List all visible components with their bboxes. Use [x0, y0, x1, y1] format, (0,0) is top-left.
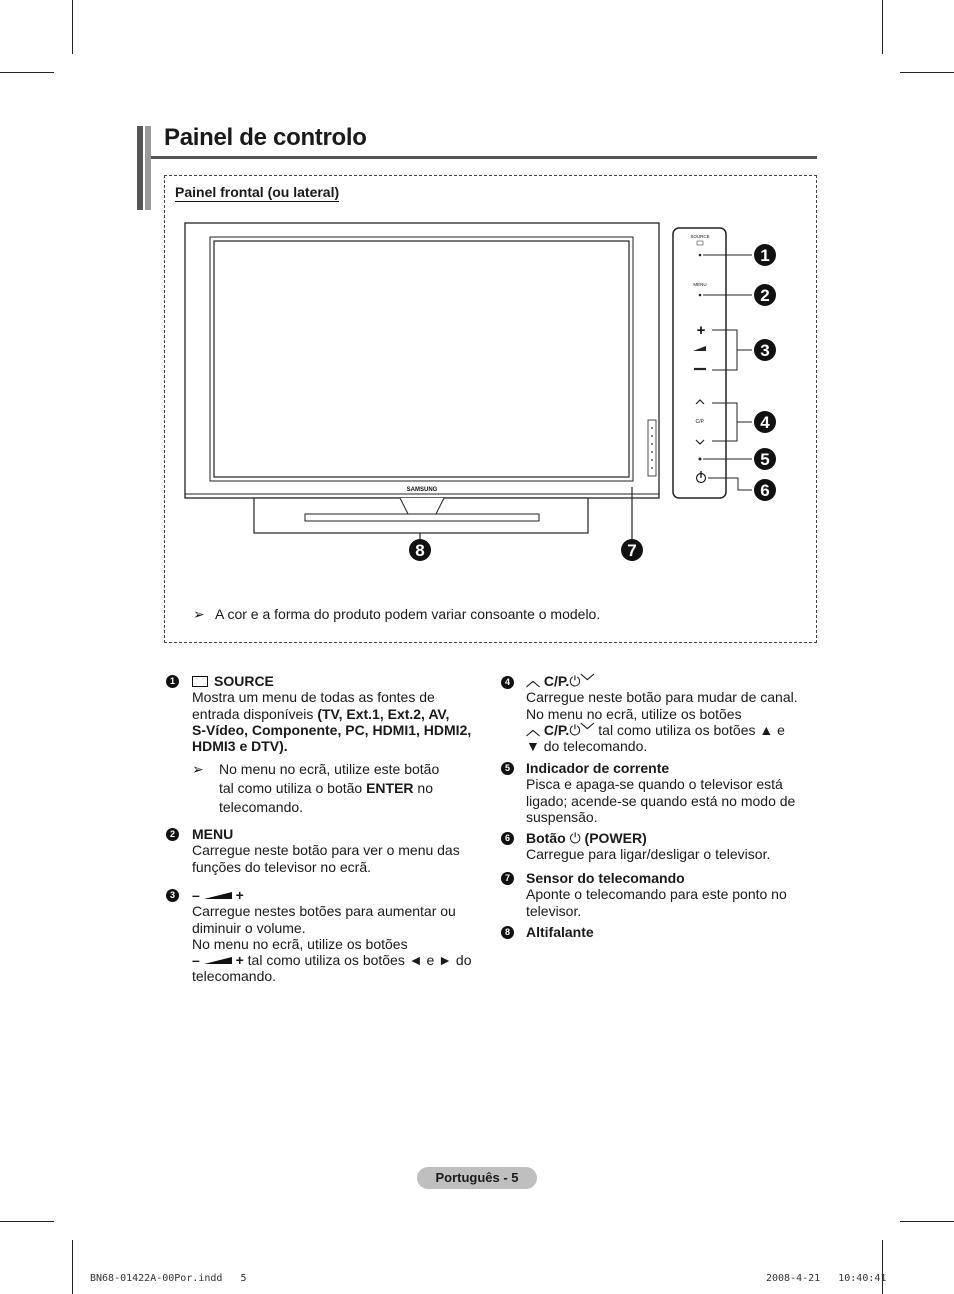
power-icon: ⏻: [569, 830, 581, 846]
figure-note: ➢ A cor e a forma do produto podem variar consoante o modelo.: [193, 606, 601, 622]
item-number: 2: [166, 828, 179, 841]
print-slug-left: BN68-01422A-00Por.indd 5: [90, 1273, 247, 1284]
item-number: 3: [166, 889, 179, 902]
svg-text:MENU: MENU: [693, 282, 707, 287]
item-menu: MENU Carregue neste botão para ver o menu das funções do televisor no ecrã.: [192, 826, 460, 875]
item-power-button: Botão ⏻ (POWER) Carregue para ligar/desligar o televisor.: [526, 830, 771, 863]
volume-icon: [204, 957, 232, 964]
chevron-up-icon: ︿: [526, 673, 540, 689]
svg-text:+: +: [696, 322, 706, 339]
svg-text:SOURCE: SOURCE: [690, 234, 710, 239]
page-title: Painel de controlo: [164, 124, 367, 151]
item-remote-sensor: Sensor do telecomando Aponte o telecomando para este ponto no televisor.: [526, 870, 787, 919]
svg-text:6: 6: [760, 481, 770, 500]
crop-mark: [0, 1221, 54, 1222]
svg-text:5: 5: [760, 450, 770, 469]
arrow-icon: ➢: [192, 761, 204, 777]
svg-text:1: 1: [760, 246, 770, 265]
item-number: 6: [501, 832, 514, 845]
item-speaker: Altifalante: [526, 924, 594, 940]
crop-mark: [882, 1240, 883, 1294]
crop-mark: [72, 1240, 73, 1294]
svg-text:3: 3: [760, 341, 770, 360]
print-slug-right: 2008-4-21 10:40:41: [766, 1273, 887, 1284]
chevron-down-icon: ﹀: [580, 673, 595, 689]
source-icon: [192, 676, 208, 687]
crop-mark: [900, 1221, 954, 1222]
item-number: 7: [501, 872, 514, 885]
svg-text:C/P.: C/P.: [695, 419, 705, 425]
source-note: ➢ No menu no ecrã, utilize este botão tal como utiliza o botão ENTER no telecomando.: [192, 761, 440, 815]
item-source: SOURCE Mostra um menu de todas as fontes de entrada disponíveis (TV, Ext.1, Ext.2, AV, S-Vídeo, Componente, PC, HDMI1, HDMI2, HDMI3 e DTV).: [192, 673, 472, 755]
arrow-icon: ➢: [193, 606, 205, 622]
svg-text:8: 8: [415, 541, 425, 560]
chevron-down-icon: ﹀: [580, 721, 595, 738]
item-number: 8: [501, 926, 514, 939]
svg-text:7: 7: [627, 541, 637, 560]
item-channel: ︿ C/P.⏻﹀ Carregue neste botão para mudar de canal. No menu no ecrã, utilize os botões ︿ C/P.⏻﹀ tal como utiliza os botões ▲ e ▼ do telecomando.: [526, 673, 798, 755]
svg-text:4: 4: [760, 413, 770, 432]
chevron-up-icon: ︿: [526, 721, 540, 738]
volume-icon: [204, 892, 232, 899]
brand-logo: SAMSUNG: [406, 487, 438, 493]
power-icon: ⏻: [569, 673, 581, 689]
page-number: Português - 5: [417, 1167, 537, 1189]
figure-subtitle: Painel frontal (ou lateral): [175, 184, 340, 200]
item-number: 4: [501, 676, 514, 689]
svg-text:2: 2: [760, 286, 770, 305]
item-number: 5: [501, 762, 514, 775]
item-volume: – + Carregue nestes botões para aumentar ou diminuir o volume. No menu no ecrã, utilize os botões – + tal como utiliza os botões ◄ e ► do telecomando.: [192, 887, 472, 985]
item-power-indicator: Indicador de corrente Pisca e apaga-se quando o televisor está ligado; acende-se quando está no modo de suspensão.: [526, 760, 796, 825]
item-number: 1: [166, 675, 179, 688]
power-icon: ⏻: [569, 721, 581, 738]
